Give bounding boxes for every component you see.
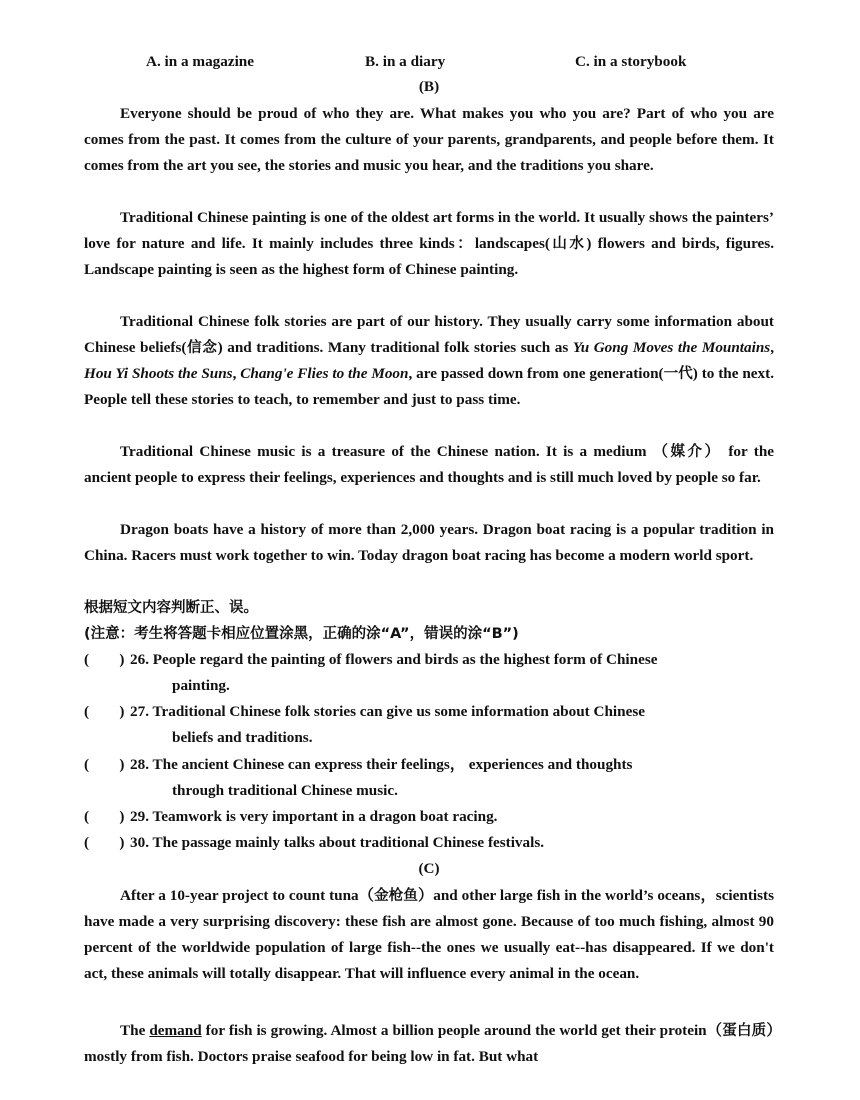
question-text [130,752,774,804]
chinese-gloss: 山水 [549,236,587,252]
question-line: 30. The passage mainly talks about traditional Chinese festivals. [130,834,545,851]
instruction-line-2: (注意：考生将答题卡相应位置涂黑，正确的涂“A”，错误的涂“B”) [84,626,519,642]
option-b: B. in a diary [365,53,446,70]
chinese-gloss: 媒介 [670,444,705,460]
text-span: , are passed down from one generation( [408,365,664,382]
text-span: for fish is growing. Almost a billion people around the world get their protein（ [201,1022,723,1039]
question-line: 27. Traditional Chinese folk stories can give us some information about Chinese [130,703,645,720]
text-span: ）mostly from fish. Doctors praise seafood for being low in fat. But what [84,1022,774,1065]
text-span: ) flowers and birds, figures. Landscape painting is seen as the highest form of Chinese painting. [84,235,774,278]
story-title: Yu Gong Moves the Mountains [572,339,771,356]
question-text [130,804,774,830]
text-span: ) to the next. People tell these stories to teach, to remember and just to pass time. [84,365,774,408]
question-text [130,647,774,699]
answer-blank[interactable]: ( ) [84,834,125,851]
option-c: C. in a storybook [575,53,687,70]
text-span: Traditional Chinese folk stories are part of our history. They usually carry some information about Chinese beliefs( [84,313,774,356]
question-text [130,699,774,751]
instruction-line-1: 根据短文内容判断正、误。 [84,600,258,616]
question-line: 29. Teamwork is very important in a dragon boat racing. [130,808,498,825]
question-line: 26. People regard the painting of flowers and birds as the highest form of Chinese [130,651,658,668]
text-span: Traditional Chinese music is a treasure of the Chinese nation. It is a medium （ [120,443,671,460]
option-a: A. in a magazine [146,53,254,70]
section-b-title: (B) [418,78,440,95]
section-c-paragraph-2 [84,1018,774,1070]
section-c-paragraph-1 [84,883,774,987]
text-span: ）and other large fish in the world’s oceans，scientists have made a very surprising discovery: these fish are almost gone. Because of too much fishing, almost 90 percent of the worldwide population of large fish--the ones we usually eat--has disappeared. If we don't act, these animals will totally disappear. That will influence every animal in the ocean. [84,887,774,982]
text-span: Traditional Chinese painting is one of the oldest art forms in the world. It usually shows the painters’ love for nature and life. It mainly includes three kinds：landscapes( [84,209,774,252]
text-span: , [770,339,774,356]
text-span: , [232,365,241,382]
answer-blank[interactable]: ( ) [84,703,125,720]
chinese-gloss: 信念 [186,340,218,356]
story-title: Hou Yi Shoots the Suns [84,365,233,382]
section-c-title: (C) [418,860,440,877]
answer-blank[interactable]: ( ) [84,651,125,668]
question-line-continued: through traditional Chinese music. [172,782,398,799]
answer-blank[interactable]: ( ) [84,756,125,773]
chinese-gloss: 蛋白质 [722,1023,767,1039]
answer-blank[interactable]: ( ) [84,808,125,825]
underlined-word: demand [149,1022,202,1039]
section-b-paragraph-2 [84,205,774,283]
section-b-paragraph-5: Dragon boats have a history of more than 2,000 years. Dragon boat racing is a popular tradition in China. Racers must work together to win. Today dragon boat racing has become a modern world sport. [84,521,774,564]
text-span: After a 10-year project to count tuna（ [120,887,375,904]
answer-options [84,53,774,75]
section-b-paragraph-4 [84,439,774,491]
text-span: ） for the ancient people to express their feelings, experiences and thoughts and is still much loved by people so far. [84,443,775,486]
story-title: Chang'e Flies to the Moon [240,365,409,382]
text-span: ) and traditions. Many traditional folk stories such as [217,339,573,356]
section-b-paragraph-3 [84,309,774,413]
text-span: The [120,1022,150,1039]
question-text [130,830,774,856]
chinese-gloss: 一代 [663,366,693,382]
question-line-continued: beliefs and traditions. [172,729,313,746]
chinese-gloss: 金枪鱼 [374,888,418,904]
question-line-continued: painting. [172,677,230,694]
question-line: 28. The ancient Chinese can express their feelings， experiences and thoughts [130,756,633,773]
section-b-paragraph-1: Everyone should be proud of who they are. What makes you who you are? Part of who you are comes from the past. It comes from the culture of your parents, grandparents, and people before them. It comes from the art you see, the stories and music you hear, and the traditions you share. [84,105,774,174]
